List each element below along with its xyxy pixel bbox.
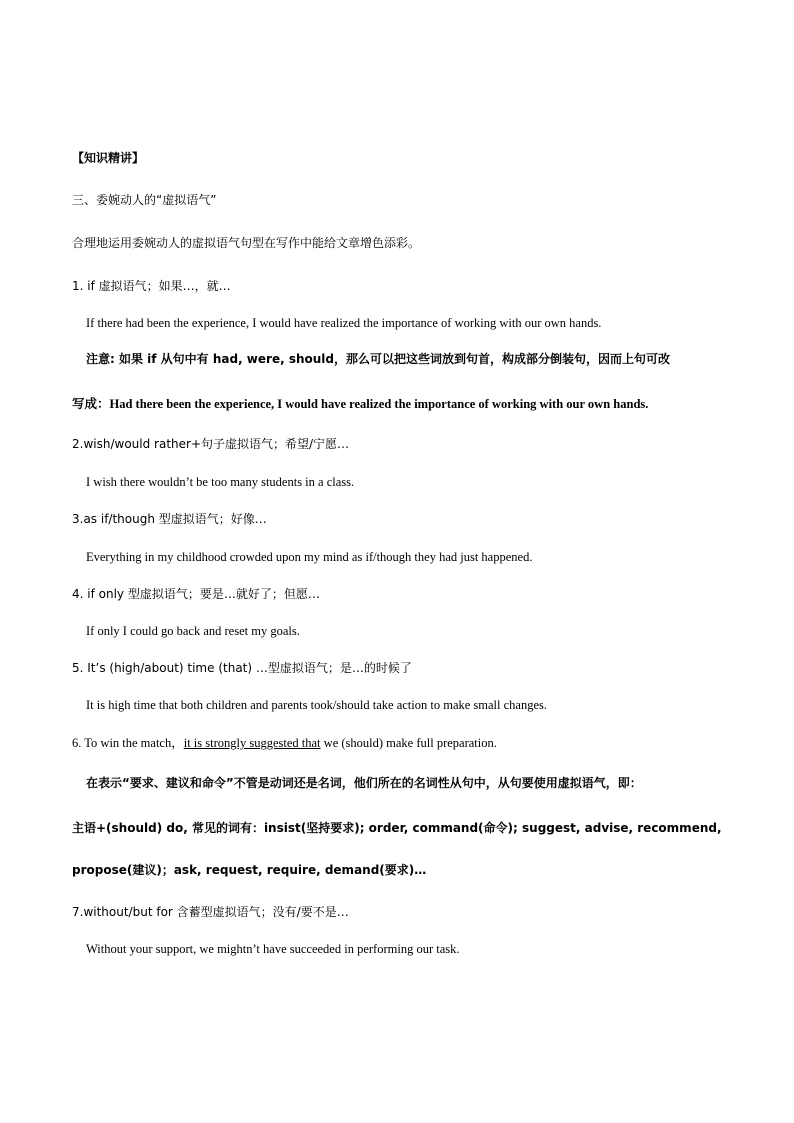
- item-3-heading: 3.as if/though 型虚拟语气；好像…: [72, 512, 267, 526]
- item-5-example: It is high time that both children and parents took/should take action to make small changes.: [86, 698, 548, 712]
- item-5-heading: 5. It’s (high/about) time (that) …型虚拟语气；是…的时候了: [72, 661, 412, 675]
- item-6-heading: [72, 735, 497, 751]
- item-6-note-line-3: propose(建议)；ask, request, require, demand(要求)…: [72, 863, 427, 877]
- item-1-note-line-2: 写成：Had there been the experience, I would have realized the importance of working with our own hands.: [72, 397, 649, 411]
- item-1-heading: 1. if 虚拟语气；如果…，就…: [72, 279, 231, 293]
- item-4-heading: 4. if only 型虚拟语气；要是…就好了；但愿…: [72, 587, 320, 601]
- item-2-heading: 2.wish/would rather+句子虚拟语气；希望/宁愿…: [72, 437, 350, 451]
- intro-paragraph: 合理地运用委婉动人的虚拟语气句型在写作中能给文章增色添彩。: [72, 236, 421, 250]
- item-7-example: Without your support, we mightn’t have succeeded in performing our task.: [86, 942, 460, 956]
- item-6-note-line-1: 在表示“要求、建议和命令”不管是动词还是名词，他们所在的名词性从句中，从句要使用虚拟语气，即：: [86, 776, 642, 790]
- item-6-heading-suffix: we (should) make full preparation.: [320, 736, 497, 750]
- section-title: 三、委婉动人的“虚拟语气”: [72, 193, 217, 207]
- item-4-example: If only I could go back and reset my goals.: [86, 624, 300, 638]
- item-1-note-line-1: 注意: 如果 if 从句中有 had, were, should，那么可以把这些词放到句首，构成部分倒装句，因而上句可改: [86, 352, 671, 366]
- item-6-heading-prefix: 6. To win the match，: [72, 736, 184, 750]
- item-6-note-line-2: 主语+(should) do, 常见的词有：insist(坚持要求); order, command(命令); suggest, advise, recommend,: [72, 821, 722, 835]
- section-header: 【知识精讲】: [72, 151, 145, 165]
- item-3-example: Everything in my childhood crowded upon my mind as if/though they had just happened.: [86, 550, 533, 564]
- item-2-example: I wish there wouldn’t be too many students in a class.: [86, 475, 355, 489]
- item-7-heading: 7.without/but for 含蓄型虚拟语气；没有/要不是…: [72, 905, 349, 919]
- item-1-example: If there had been the experience, I would have realized the importance of working with our own hands.: [86, 316, 602, 330]
- item-6-heading-underlined: it is strongly suggested that: [183, 736, 321, 750]
